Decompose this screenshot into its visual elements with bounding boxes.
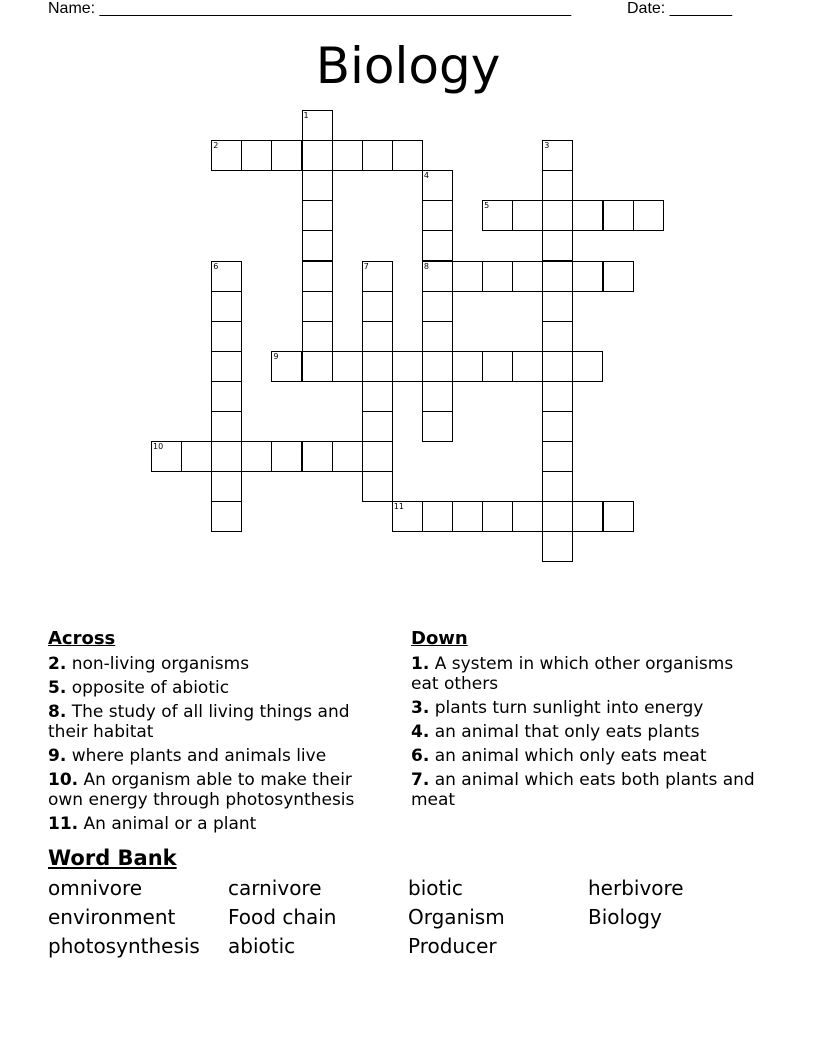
across-heading: Across bbox=[48, 628, 116, 649]
down-clue-list bbox=[411, 654, 756, 810]
crossword-cell[interactable] bbox=[512, 501, 543, 532]
clue-num: 4. bbox=[411, 722, 430, 742]
word-bank-item: biotic bbox=[408, 876, 463, 900]
crossword-cell[interactable] bbox=[392, 140, 423, 171]
crossword-cell[interactable] bbox=[271, 441, 302, 472]
across-clue bbox=[48, 654, 378, 674]
across-clue-list bbox=[48, 654, 378, 834]
crossword-cell[interactable] bbox=[362, 441, 393, 472]
crossword-cell[interactable] bbox=[362, 381, 393, 412]
across-clue bbox=[48, 746, 378, 766]
crossword-cell[interactable] bbox=[211, 321, 242, 352]
crossword-cell[interactable] bbox=[482, 501, 513, 532]
word-bank-item: carnivore bbox=[228, 876, 322, 900]
across-clue bbox=[48, 702, 378, 742]
crossword-cell[interactable] bbox=[542, 291, 573, 322]
crossword-cell[interactable] bbox=[211, 381, 242, 412]
word-bank-item: environment bbox=[48, 905, 176, 929]
crossword-cell[interactable] bbox=[302, 110, 333, 141]
crossword-cell[interactable] bbox=[362, 351, 393, 382]
clue-number: 3 bbox=[544, 141, 550, 151]
clue-text: An animal or a plant bbox=[78, 814, 257, 834]
clue-number: 7 bbox=[363, 261, 369, 271]
clue-num: 7. bbox=[411, 770, 430, 790]
clue-num: 3. bbox=[411, 698, 430, 718]
crossword-cell[interactable] bbox=[392, 351, 423, 382]
crossword-cell[interactable] bbox=[452, 501, 483, 532]
crossword-cell[interactable] bbox=[332, 351, 363, 382]
crossword-cell[interactable] bbox=[302, 351, 333, 382]
crossword-cell[interactable] bbox=[422, 351, 453, 382]
crossword-cell[interactable] bbox=[542, 351, 573, 382]
clue-num: 9. bbox=[48, 746, 67, 766]
across-clue bbox=[48, 770, 378, 810]
crossword-cell[interactable] bbox=[572, 200, 603, 231]
crossword-cell[interactable] bbox=[422, 411, 453, 442]
crossword-cell[interactable] bbox=[603, 200, 634, 231]
crossword-cell[interactable] bbox=[241, 441, 272, 472]
crossword-cell[interactable] bbox=[302, 441, 333, 472]
crossword-cell[interactable] bbox=[482, 261, 513, 292]
crossword-cell[interactable] bbox=[332, 140, 363, 171]
clue-num: 2. bbox=[48, 654, 67, 674]
clue-text: an animal which eats both plants and meat bbox=[411, 770, 755, 810]
crossword-cell[interactable] bbox=[302, 140, 333, 171]
crossword-cell[interactable] bbox=[542, 230, 573, 261]
crossword-cell[interactable] bbox=[302, 170, 333, 201]
clue-number: 10 bbox=[153, 442, 164, 452]
crossword-cell[interactable] bbox=[542, 531, 573, 562]
crossword-cell[interactable] bbox=[542, 140, 573, 171]
clue-number: 9 bbox=[273, 351, 279, 361]
clue-text: opposite of abiotic bbox=[66, 678, 230, 698]
crossword-cell[interactable] bbox=[362, 291, 393, 322]
crossword-cell[interactable] bbox=[211, 140, 242, 171]
crossword-cell[interactable] bbox=[211, 501, 242, 532]
crossword-cell[interactable] bbox=[572, 261, 603, 292]
crossword-cell[interactable] bbox=[452, 351, 483, 382]
crossword-cell[interactable] bbox=[542, 381, 573, 412]
word-bank-heading: Word Bank bbox=[48, 846, 177, 870]
down-clues bbox=[411, 628, 756, 814]
word-bank-item: herbivore bbox=[588, 876, 684, 900]
crossword-cell[interactable] bbox=[422, 230, 453, 261]
crossword-cell[interactable] bbox=[271, 351, 302, 382]
crossword-cell[interactable] bbox=[422, 200, 453, 231]
crossword-cell[interactable] bbox=[392, 501, 423, 532]
date-field: Date: _______ bbox=[627, 0, 732, 17]
crossword-cell[interactable] bbox=[302, 200, 333, 231]
word-bank-item: abiotic bbox=[228, 934, 296, 958]
clue-text: where plants and animals live bbox=[66, 746, 327, 766]
crossword-cell[interactable] bbox=[572, 501, 603, 532]
clue-number: 1 bbox=[303, 111, 309, 120]
crossword-cell[interactable] bbox=[211, 441, 242, 472]
crossword-cell[interactable] bbox=[633, 200, 664, 231]
clue-number: 8 bbox=[423, 261, 429, 271]
crossword-cell[interactable] bbox=[211, 411, 242, 442]
clue-text: plants turn sunlight into energy bbox=[429, 698, 704, 718]
down-clue bbox=[411, 722, 756, 742]
crossword-cell[interactable] bbox=[572, 351, 603, 382]
down-heading: Down bbox=[411, 628, 468, 649]
word-bank-item: photosynthesis bbox=[48, 934, 200, 958]
crossword-cell[interactable] bbox=[422, 501, 453, 532]
crossword-cell[interactable] bbox=[542, 200, 573, 231]
across-clue bbox=[48, 814, 378, 834]
crossword-cell[interactable] bbox=[542, 321, 573, 352]
crossword-cell[interactable] bbox=[542, 170, 573, 201]
crossword-cell[interactable] bbox=[362, 140, 393, 171]
clue-num: 11. bbox=[48, 814, 79, 834]
crossword-cell[interactable] bbox=[482, 200, 513, 231]
word-bank-item: omnivore bbox=[48, 876, 143, 900]
word-bank-item: Food chain bbox=[228, 905, 337, 929]
crossword-cell[interactable] bbox=[362, 321, 393, 352]
clue-number: 11 bbox=[393, 502, 404, 512]
clue-num: 10. bbox=[48, 770, 79, 790]
crossword-cell[interactable] bbox=[302, 321, 333, 352]
crossword-cell[interactable] bbox=[271, 140, 302, 171]
crossword-cell[interactable] bbox=[542, 441, 573, 472]
clue-text: an animal that only eats plants bbox=[429, 722, 700, 742]
crossword-cell[interactable] bbox=[362, 261, 393, 292]
crossword-cell[interactable] bbox=[422, 381, 453, 412]
crossword-cell[interactable] bbox=[211, 291, 242, 322]
clue-number: 2 bbox=[213, 141, 219, 151]
clue-number: 4 bbox=[423, 171, 429, 181]
crossword-cell[interactable] bbox=[151, 441, 182, 472]
crossword-cell[interactable] bbox=[211, 351, 242, 382]
clue-num: 8. bbox=[48, 702, 67, 722]
across-clues bbox=[48, 628, 378, 838]
crossword-cell[interactable] bbox=[422, 321, 453, 352]
word-bank-item: Organism bbox=[408, 905, 505, 929]
crossword-cell[interactable] bbox=[302, 261, 333, 292]
crossword-cell[interactable] bbox=[452, 261, 483, 292]
crossword-cell[interactable] bbox=[482, 351, 513, 382]
clue-num: 5. bbox=[48, 678, 67, 698]
page-title: Biology bbox=[315, 37, 501, 95]
crossword-cell[interactable] bbox=[241, 140, 272, 171]
down-clue bbox=[411, 654, 756, 694]
crossword-cell[interactable] bbox=[422, 170, 453, 201]
clue-text: An organism able to make their own energy through photosynthesis bbox=[48, 770, 355, 810]
word-bank-list bbox=[48, 876, 768, 958]
crossword-cell[interactable] bbox=[302, 291, 333, 322]
word-bank bbox=[48, 846, 768, 958]
crossword-cell[interactable] bbox=[542, 471, 573, 502]
crossword-cell[interactable] bbox=[603, 501, 634, 532]
down-clue bbox=[411, 746, 756, 766]
crossword-cell[interactable] bbox=[181, 441, 212, 472]
name-field: Name: _____________________________________________________ bbox=[48, 0, 572, 17]
across-clue bbox=[48, 678, 378, 698]
crossword-cell[interactable] bbox=[542, 261, 573, 292]
crossword-cell[interactable] bbox=[512, 261, 543, 292]
clue-number: 5 bbox=[484, 201, 490, 211]
crossword-cell[interactable] bbox=[422, 261, 453, 292]
word-bank-item: Biology bbox=[588, 905, 662, 929]
down-clue bbox=[411, 698, 756, 718]
crossword-cell[interactable] bbox=[512, 351, 543, 382]
clue-num: 1. bbox=[411, 654, 430, 674]
crossword-cell[interactable] bbox=[422, 291, 453, 322]
crossword-cell[interactable] bbox=[512, 200, 543, 231]
crossword-cell[interactable] bbox=[542, 501, 573, 532]
clue-text: an animal which only eats meat bbox=[429, 746, 707, 766]
crossword-cell[interactable] bbox=[302, 230, 333, 261]
clue-text: A system in which other organisms eat others bbox=[411, 654, 734, 694]
down-clue bbox=[411, 770, 756, 810]
crossword-cell[interactable] bbox=[542, 411, 573, 442]
crossword-cell[interactable] bbox=[603, 261, 634, 292]
crossword-cell[interactable] bbox=[211, 471, 242, 502]
clue-text: non-living organisms bbox=[66, 654, 250, 674]
clue-number: 6 bbox=[213, 261, 219, 271]
crossword-cell[interactable] bbox=[332, 441, 363, 472]
crossword-cell[interactable] bbox=[362, 471, 393, 502]
crossword-cell[interactable] bbox=[211, 261, 242, 292]
word-bank-item: Producer bbox=[408, 934, 497, 958]
clue-num: 6. bbox=[411, 746, 430, 766]
crossword-cell[interactable] bbox=[362, 411, 393, 442]
clue-text: The study of all living things and their habitat bbox=[48, 702, 350, 742]
